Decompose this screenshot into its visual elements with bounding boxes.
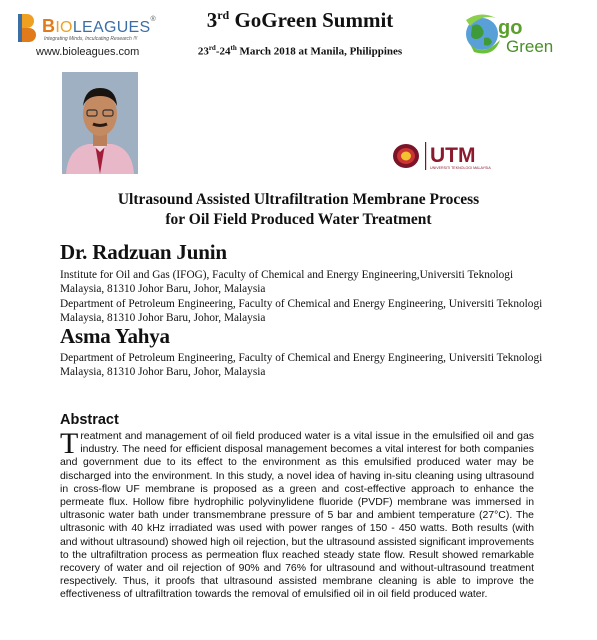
bioleagues-url[interactable]: www.bioleagues.com bbox=[36, 46, 140, 58]
gogreen-green-text: Green bbox=[506, 37, 554, 56]
paper-title-line-1: Ultrasound Assisted Ultrafiltration Membrane Process bbox=[117, 191, 480, 208]
author-1-affiliation-2: Department of Petroleum Engineering, Faculty of Chemical and Energy Engineering, Universiti Teknologi Malaysia, 81310 Johor Baru, Johor, Malaysia bbox=[60, 298, 543, 325]
summit-date: 23rd-24th March 2018 at Manila, Philippines bbox=[197, 44, 403, 58]
utm-wordmark: UTM bbox=[430, 144, 476, 167]
utm-logo bbox=[390, 138, 520, 174]
paper-title bbox=[40, 190, 557, 230]
abstract-body bbox=[60, 427, 535, 602]
author-name-1: Dr. Radzuan Junin bbox=[60, 240, 227, 264]
gogreen-go-text: go bbox=[498, 17, 523, 39]
portrait-image bbox=[62, 72, 138, 174]
paper-title-line-2: for Oil Field Produced Water Treatment bbox=[165, 211, 432, 228]
author-photo bbox=[62, 72, 138, 174]
summit-title: 3rd GoGreen Summit bbox=[206, 8, 394, 32]
utm-crest-icon bbox=[390, 138, 520, 174]
author-1-affiliation-1: Institute for Oil and Gas (IFOG), Faculty of Chemical and Energy Engineering,Universiti Teknologi Malaysia, 81310 Johor Baru, Johor, Malaysia bbox=[60, 269, 514, 296]
abstract-heading: Abstract bbox=[60, 412, 119, 428]
globe-leaf-icon bbox=[460, 8, 580, 60]
bioleagues-mark-icon bbox=[14, 12, 42, 44]
author-2-affiliation-1: Department of Petroleum Engineering, Faculty of Chemical and Energy Engineering, Universiti Teknologi Malaysia, 81310 Johor Baru, Johor, Malaysia bbox=[60, 352, 543, 379]
gogreen-logo bbox=[460, 8, 580, 60]
abstract-text: reatment and management of oil field produced water is a vital issue in the emulsified oil and gas industry. The need for efficient disposal management becomes a vital interest for both companies and government due to its effect to the environment as this emulsified produced water may be discharged into the environment. In this study, a novel idea of having in-situ cleaning using ultrasound in cross-flow UF membrane is proposed as a green and cost-effective approach to enhance the permeate flux. Hollow fibre hydrophilic polyvinylidene fluoride (PVDF) membrane was immersed in ultrasonic water bath under transmembrane pressure of 5 bar and ambient temperature (27°C). The ultrasonic with 40 kHz irradiated was used with power ranges of 150 - 450 watts. Both results (with and without ultrasound) showed high oil rejection, but the ultrasound assisted significant improvements to the ultrafiltration process as permeation flux reached steady state flow. Result showed remarkable recovery of water and oil rejection of 90% and 76% for ultrasound and without-ultrasound treatment respectively. Thus, it proofs that ultrasound assisted membrane cleaning is able to improve the effectiveness of ultrafiltration towards the removal of emulsified oil in oil field produced water. bbox=[60, 431, 535, 601]
bioleagues-wordmark: BIOLEAGUES® bbox=[42, 16, 156, 36]
bioleagues-tagline: Integrating Minds, Inculcating Research !!! bbox=[44, 36, 138, 42]
utm-subtitle: UNIVERSITI TEKNOLOGI MALAYSIA bbox=[430, 166, 491, 170]
bioleagues-logo bbox=[14, 6, 164, 58]
abstract-drop-cap: T bbox=[60, 427, 79, 460]
author-name-2: Asma Yahya bbox=[60, 324, 170, 348]
